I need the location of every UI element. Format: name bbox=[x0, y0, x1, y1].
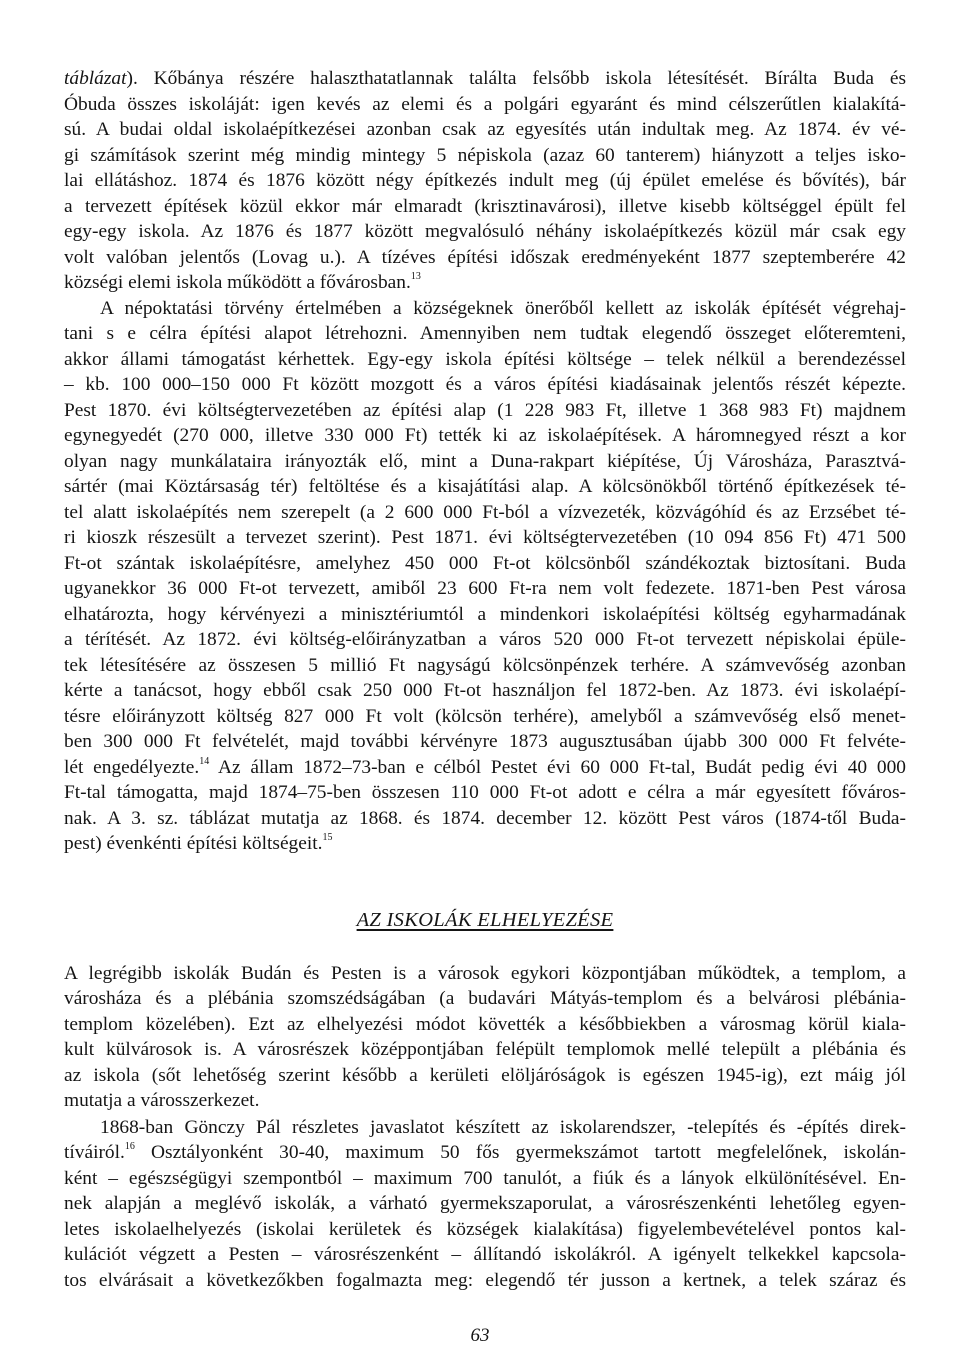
paragraph-2: A népoktatási törvény értelmében a községeknek önerőből kellett az iskolák építését végrehaj- tani s e célra építési alapot létrehozni. Amennyiben nem tudtak elegendő összeget előteremteni, akkor állami támogatást kérhettek. Egy-egy iskola építési költsége – telek nélkül a berendezéssel – kb. 100 000–150 000 Ft között mozgott és a város építési kiadásainak jelentős részét képezte. Pest 1870. évi költségtervezetében az építési alap (1 228 983 Ft, illetve 1 368 983 Ft) majdnem egynegyedét (270 000, illetve 330 000 Ft) tették ki az iskolaépítések. A háromnegyed részt a kor olyan nagy munkálataira irányozták elő, mint a Duna-rakpart kiépítése, Új Városháza, Parasztvá- sártér (mai Köztársaság tér) feltöltése és a kisajátítási alap. A kölcsönökből történő építkezések té- tel alatt iskolaépítés nem szerepelt (a 2 600 000 Ft-ból a vízvezeték, közvágóhíd és az Erzsébet té- ri kioszk részesült a tervezet szerint). Pest 1871. évi költségtervezetében (10 094 856 Ft) 471 500 Ft-ot szántak iskolaépítésre, amelyhez 450 000 Ft-ot kölcsönből szándékoztak biztosítani. Buda ugyanekkor 36 000 Ft-ot tervezett, amiből 23 600 Ft-ra nem volt fedezete. 1871-ben Pest városa elhatározta, hogy kérvényezi a minisztériumtól a mindenkori iskolaépítési költség egyharmadának a térítését. Az 1872. évi költség-előirányzatban a város 520 000 Ft-ot tervezett népiskolai épüle- tek létesítésére az összesen 5 millió Ft nagyságú kölcsönpénzek terhére. A számvevőség azonban kérte a tanácsot, hogy ebből csak 250 000 Ft-ot használjon fel 1872-ben. Az 1873. évi iskolaépí- tésre előirányzott költség 827 000 Ft volt (kölcsön terhére), amelyből a számvevőség első menet- ben 300 000 Ft felvételét, majd további kérvényre 1873 augusztusában újabb 300 000 Ft felvéte- lét engedélyezte.$^{14}$ Az állam 1872–73-ban e célból Pestet évi 60 000 Ft-tal, Budát pedig évi 40 000 Ft-tal támogatta, majd 1874–75-ben összesen 110 000 Ft-ot adott e célra a már egyesített főváros- nak. A 3. sz. táblázat mutatja az 1868. és 1874. december 12. között Pest város (1874-től Buda- pest) évenkénti építési költségeit.$^{15}$ bbox=[64, 297, 906, 854]
footnote-ref-16: 16 bbox=[124, 1141, 135, 1152]
page-body bbox=[64, 66, 906, 1293]
footnote-ref-13: 13 bbox=[410, 271, 421, 282]
paragraph-3: A legrégibb iskolák Budán és Pesten is a városok egykori központjában működtek, a templom, a városháza és a plébánia szomszédságában (a budavári Mátyás-templom és a belvárosi plébánia- templom közelében). Ezt az elhelyezési módot követték a későbbiekben a városmag körül kiala- kult külvárosok is. A városrészek középpontjában felépült templomok mellé települt a plébánia és az iskola (sőt lehetőség szerint később a kerületi elöljáróságok is egészen 1945-ig), ezt máig jól mutatja a városszerkezet. bbox=[64, 962, 906, 1111]
paragraph-4: 1868-ban Gönczy Pál részletes javaslatot készített az iskolarendszer, -telepítés és -építés direk- tíváiról.$^{16}$ Osztályonként 30-40, maximum 50 fős gyermekszámot tartott megfelelőnek, iskolán- ként – egészségügyi szempontból – maximum 700 tanulót, a fiúk és a lányok elkülönítésével. En- nek alapján a meglévő iskolák, a várható gyermekszaporulat, a városrészenkénti lehetőleg egyen- letes iskolaelhelyezés (iskolai kerületek és községek kialakítása) figyelembevételével pontos kal- kulációt végzett a Pesten – városrészenként – állítandó iskolákról. A igényelt telkekkel kapcsola- tos elvárásait a következőkben fogalmazta meg: elegendő tér jusson a kertnek, a telek száraz és bbox=[64, 1116, 906, 1291]
italic-word: táblázat bbox=[64, 68, 127, 89]
paragraph-1: táblázat). Kőbánya részére halaszthatatlannak találta felsőbb iskola létesítését. Bírálta Buda és Óbuda összes iskoláját: igen kevés az elemi és a polgári egyaránt és mind célszerűtlen kialakítá- sú. A budai oldal iskolaépítkezései azonban csak az egyesítés után indultak meg. Az 1874. év vé- gi számítások szerint még mindig mintegy 5 népiskola (azaz 60 tanterem) hiányzott a teljes isko- lai ellátáshoz. 1874 és 1876 között négy építkezés indult meg (új épület emelése és bővítés), bár a tervezett építések közül ekkor már elmaradt (krisztinavárosi), illetve kisebb költséggel épült fel egy-egy iskola. Az 1876 és 1877 között megvalósuló néhány iskolaépítkezés közül már csak egy volt valóban jelentős (Lovag u.). A tízéves építési időszak eredményeként 1877 szeptemberére 42 községi elemi iskola működött a fővárosban.$^{13}$ bbox=[64, 68, 906, 293]
footnote-ref-15: 15 bbox=[322, 832, 333, 843]
page-number: 63 bbox=[470, 1325, 490, 1346]
footnote-ref-14: 14 bbox=[199, 755, 210, 767]
section-heading: AZ ISKOLÁK ELHELYEZÉSE bbox=[356, 908, 614, 931]
